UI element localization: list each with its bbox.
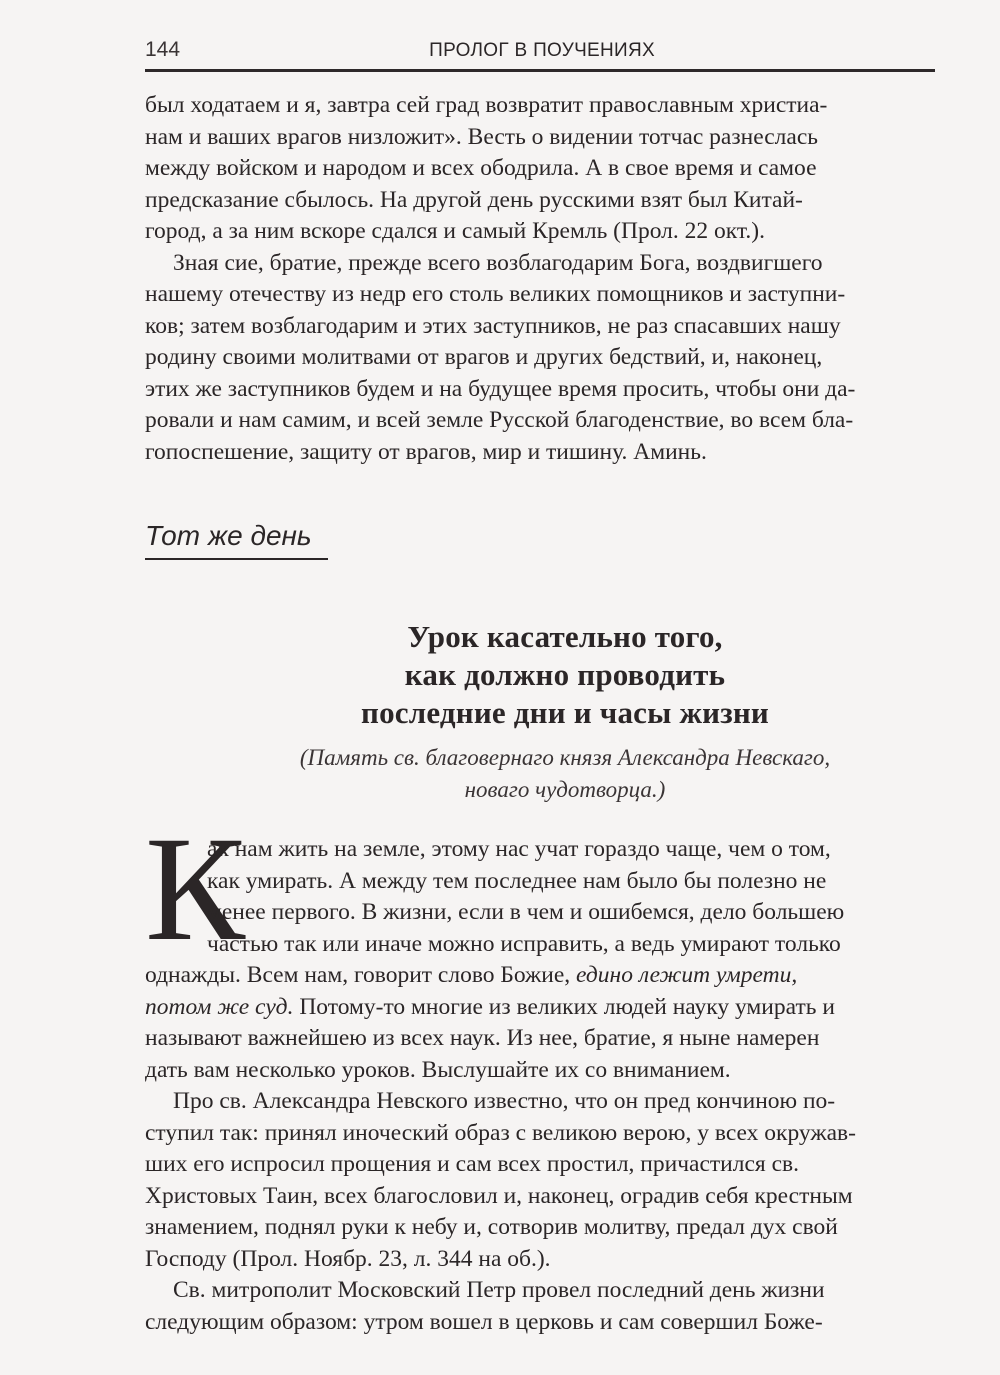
text-run: однажды. Всем нам, говорит слово Божие, <box>145 962 577 988</box>
text-line: между войском и народом и всех ободрила. А в свое время и самое <box>145 155 817 181</box>
text-line: ступил так: принял иноческий образ с великою верою, у всех окружав- <box>145 1119 856 1146</box>
scripture-quote: потом же суд. <box>145 993 294 1020</box>
text-line: ровали и нам самим, и всей земле Русской благоденствие, во всем бла- <box>145 407 854 433</box>
text-line: ак нам жить на земле, этому нас учат гораздо чаще, чем о том, <box>207 836 831 862</box>
text-line: Зная сие, братие, прежде всего возблагодарим Бога, воздвигшего <box>173 249 823 276</box>
page-number: 144 <box>145 38 181 61</box>
text-line: следующим образом: утром вошел в церковь и сам совершил Боже- <box>145 1308 823 1335</box>
subtitle-line: (Память св. благовернаго князя Александра Невскаго, <box>299 745 831 770</box>
section-day-label: Тот же день <box>145 520 312 551</box>
text-line: нам и ваших врагов низложит». Весть о видении тотчас разнеслась <box>145 123 818 150</box>
text-line: Господу (Прол. Ноябр. 23, л. 344 на об.). <box>145 1245 551 1272</box>
closing-paragraph <box>145 248 935 469</box>
header-rule <box>145 69 935 72</box>
text-line: ков; затем возблагодарим и этих заступников, не раз спасавших нашу <box>145 312 841 339</box>
text-line: предсказание сбылось. На другой день русскими взят был Китай- <box>145 186 803 213</box>
text-line: этих же заступников будем и на будущее время просить, чтобы они да- <box>145 375 856 402</box>
section-underline <box>145 558 328 560</box>
lesson-paragraph <box>145 1086 935 1275</box>
text-line: Св. митрополит Московский Петр провел последний день жизни <box>173 1277 825 1303</box>
title-line: Урок касательно того, <box>407 619 723 654</box>
text-line: частью так или иначе можно исправить, а ведь умирают только <box>207 930 841 957</box>
running-title: ПРОЛОГ В ПОУЧЕНИЯХ <box>429 40 655 61</box>
text-line: был ходатаем и я, завтра сей град возвратит православным христиа- <box>145 92 828 118</box>
text-line: город, а за ним вскоре сдался и самый Кремль (Прол. 22 окт.). <box>145 218 765 244</box>
lesson-text <box>145 834 935 1338</box>
scripture-quote: едино лежит умрети, <box>576 962 798 988</box>
text-line: Про св. Александра Невского известно, что он пред кончиною по- <box>173 1088 836 1114</box>
text-line: как умирать. А между тем последнее нам было бы полезно не <box>207 867 827 894</box>
text-line <box>145 992 935 1024</box>
lesson-paragraph <box>145 1275 935 1338</box>
text-line: Христовых Таин, всех благословил и, наконец, оградив себя крестным <box>145 1182 853 1209</box>
text-line: ших его испросил прощения и сам всех простил, причастился св. <box>145 1151 799 1177</box>
text-line: называют важнейшею из всех наук. Из нее, братие, я ныне намерен <box>145 1025 820 1051</box>
page-header <box>145 38 935 72</box>
text-line: родину своими молитвами от врагов и других бедствий, и, наконец, <box>145 344 823 370</box>
drop-cap: К <box>145 806 246 972</box>
text-line: менее первого. В жизни, если в чем и ошибемся, дело большею <box>207 899 845 925</box>
lesson-subtitle <box>200 742 930 806</box>
text-run: Потому-то многие из великих людей науку умирать и <box>293 993 835 1020</box>
text-line: дать вам несколько уроков. Выслушайте их со вниманием. <box>145 1056 731 1083</box>
text-line: гопоспешение, защиту от врагов, мир и тишину. Аминь. <box>145 438 707 465</box>
subtitle-line: новаго чудотворца.) <box>464 777 666 802</box>
title-line: последние дни и часы жизни <box>361 695 769 730</box>
text-line <box>145 960 935 992</box>
continuation-text <box>145 90 935 468</box>
lesson-title <box>200 618 930 732</box>
text-line: знамением, поднял руки к небу и, сотворив молитву, предал дух свой <box>145 1214 838 1240</box>
continuation-paragraph <box>145 90 935 248</box>
lesson-paragraph <box>145 834 935 1086</box>
text-line: нашему отечеству из недр его столь великих помощников и заступни- <box>145 281 846 307</box>
title-line: как должно проводить <box>404 657 726 692</box>
